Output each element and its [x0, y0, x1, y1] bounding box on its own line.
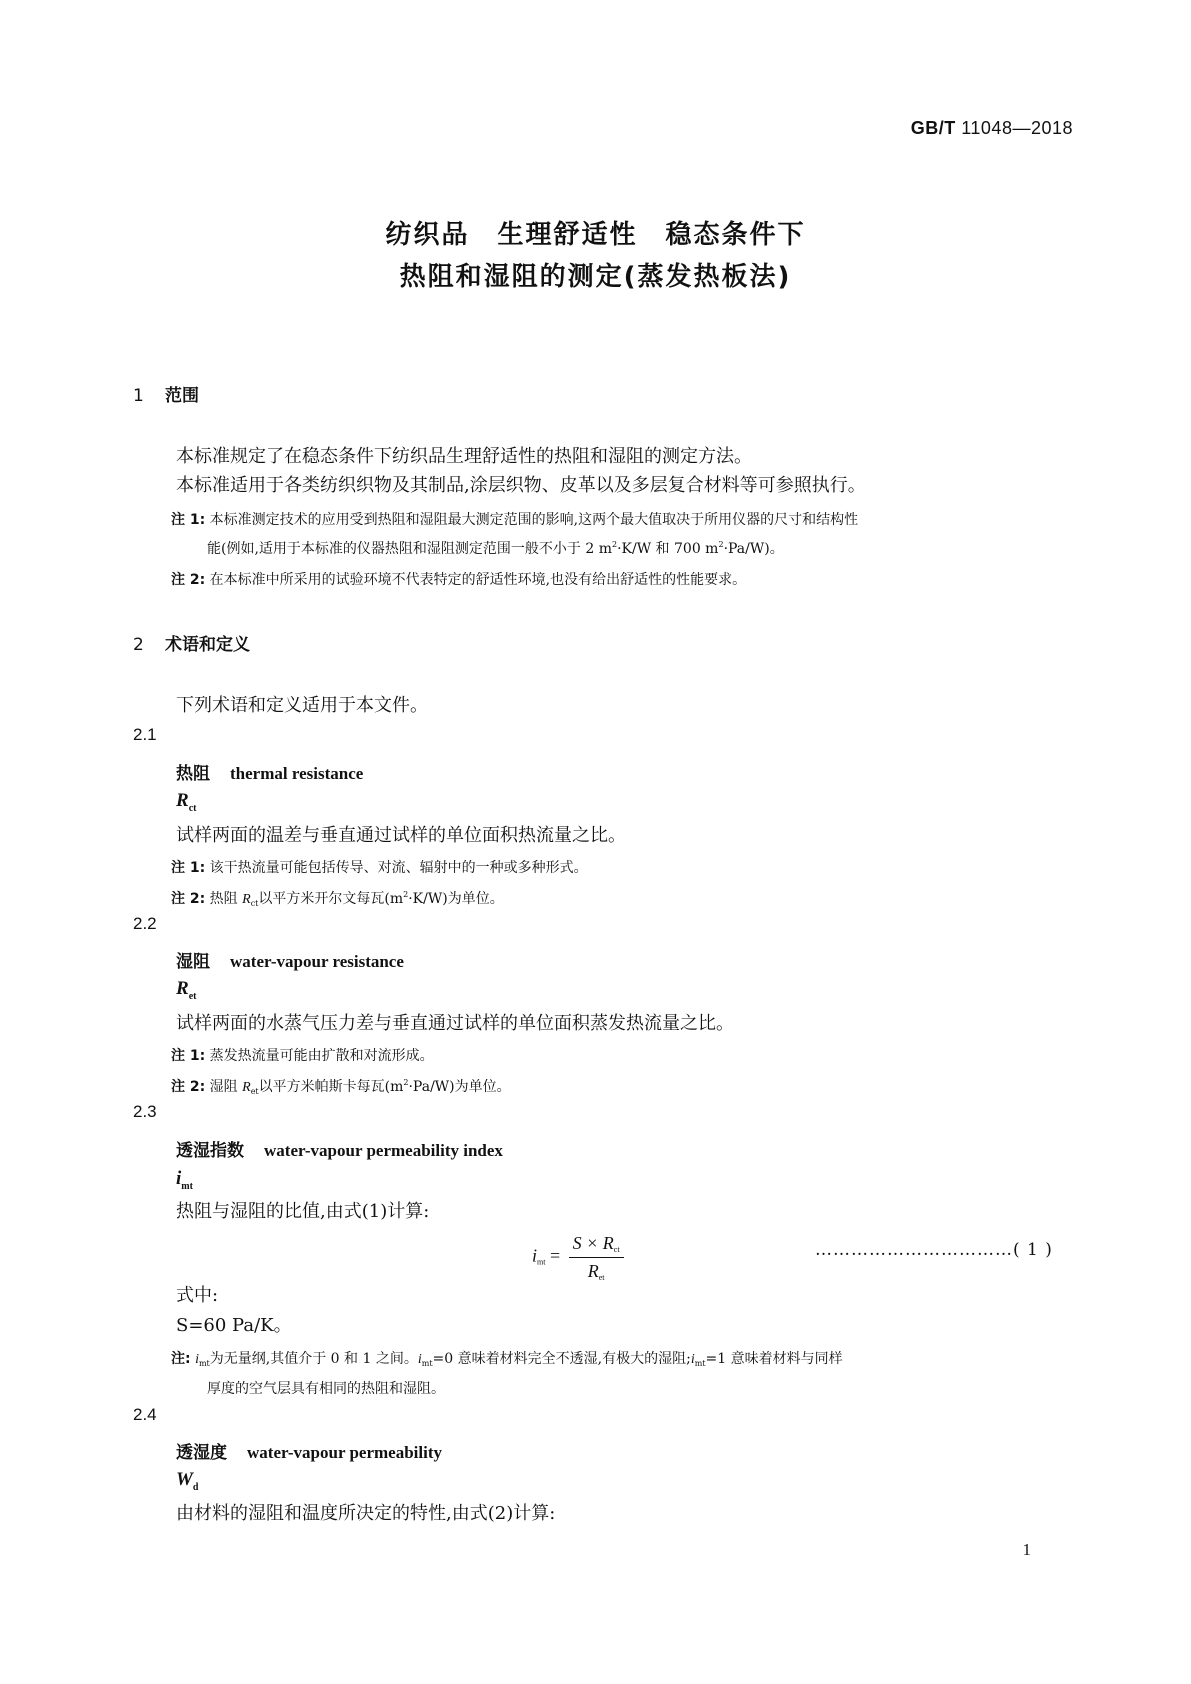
note-text: 本标准测定技术的应用受到热阻和湿阻最大测定范围的影响,这两个最大值取决于所用仪器的尺寸和结构性 — [209, 512, 859, 528]
term-2-3-note: 注: $i_{mt}$为无量纲,其值介于 0 和 1 之间。$i_{mt}=0$ 意味着材料完全不透湿,有极大的湿阻$;i_{mt}=1$ 意味着材料与同样 — [171, 1351, 843, 1368]
clause-2-4-number: 2.4 — [133, 1405, 157, 1424]
clause-2-2-number: 2.2 — [133, 914, 157, 933]
term-2-2-note-1: 注 1: 蒸发热流量可能由扩散和对流形成。 — [171, 1048, 434, 1064]
where-value: S=60 Pa/K。 — [176, 1315, 292, 1336]
standard-code-number: 11048—2018 — [961, 118, 1073, 138]
term-2-1-definition: 试样两面的温差与垂直通过试样的单位面积热流量之比。 — [176, 825, 626, 846]
term-2-4-definition: 由材料的湿阻和温度所决定的特性,由式(2)计算: — [176, 1503, 556, 1524]
term-2-1 — [176, 759, 363, 784]
section-1-note-1-cont — [207, 538, 784, 558]
note-text: 能(例如,适用于本标准的仪器热阻和湿阻测定范围一般不小于 2 m — [207, 541, 612, 557]
section-1-para-2: 本标准适用于各类纺织织物及其制品,涂层织物、皮革以及多层复合材料等可参照执行。 — [176, 475, 866, 496]
term-2-3-note-cont: 厚度的空气层具有相同的热阻和湿阻。 — [207, 1381, 445, 1397]
clause-2-1-number: 2.1 — [133, 725, 157, 744]
section-2-title: 术语和定义 — [165, 635, 250, 655]
formula-1: $i_{mt}$ = $\frac{S \times R_{ct}}{R_{et}}$ — [532, 1233, 624, 1282]
term-zh: 热阻 — [176, 764, 210, 784]
section-2-number: 2 — [133, 635, 144, 655]
term-2-2: 湿阻 water-vapour resistance — [176, 952, 404, 972]
term-2-3-symbol: $i_{mt}$ — [176, 1168, 193, 1192]
section-1-number: 1 — [133, 386, 144, 406]
term-2-2-note-2: 注 2: 湿阻 $R_{et}$以平方米帕斯卡每瓦$(m^2\cdot Pa/W)$为单位。 — [171, 1078, 511, 1096]
term-2-4-symbol: $W_d$ — [176, 1469, 199, 1493]
term-2-1-note-1: 注 1: 该干热流量可能包括传导、对流、辐射中的一种或多种形式。 — [171, 860, 588, 876]
note-text: ·K/W 和 700 m — [617, 541, 719, 557]
clause-2-3-number: 2.3 — [133, 1102, 157, 1121]
term-2-2-symbol: $R_{et}$ — [176, 978, 197, 1002]
term-2-3-definition: 热阻与湿阻的比值,由式(1)计算: — [176, 1201, 430, 1222]
note-label: 注 2: — [171, 572, 206, 588]
standard-code-prefix: GB/T — [910, 118, 956, 138]
superscript: 2 — [718, 540, 724, 549]
section-1-para-1: 本标准规定了在稳态条件下纺织品生理舒适性的热阻和湿阻的测定方法。 — [176, 446, 752, 467]
note-label: 注 1: — [171, 512, 206, 528]
where-label: 式中: — [176, 1285, 219, 1306]
standard-code — [911, 118, 1073, 139]
term-2-4: 透湿度 water-vapour permeability — [176, 1443, 442, 1463]
section-1-heading — [133, 381, 199, 406]
superscript: 2 — [612, 540, 618, 549]
note-text: 在本标准中所采用的试验环境不代表特定的舒适性环境,也没有给出舒适性的性能要求。 — [209, 572, 747, 588]
section-1-note-2 — [171, 569, 746, 589]
note-text: ·Pa/W)。 — [723, 541, 784, 557]
document-title-line1: 纺织品 生理舒适性 稳态条件下 — [385, 220, 806, 250]
formula-fraction: $\frac{S \times R_{ct}}{R_{et}}$ — [569, 1233, 624, 1282]
equation-number-1: ……………………………( 1 ) — [815, 1240, 1053, 1260]
document-title-line2: 热阻和湿阻的测定(蒸发热板法) — [399, 262, 792, 292]
section-2-heading — [133, 630, 250, 655]
page-number: 1 — [1022, 1540, 1031, 1559]
term-en: thermal resistance — [230, 764, 364, 783]
term-2-1-symbol: $R_{ct}$ — [176, 790, 197, 814]
term-2-2-definition: 试样两面的水蒸气压力差与垂直通过试样的单位面积蒸发热流量之比。 — [176, 1013, 734, 1034]
term-2-1-note-2: 注 2: 热阻 $R_{ct}$以平方米开尔文每瓦$(m^2\cdot K/W)$为单位。 — [171, 890, 504, 908]
term-2-3: 透湿指数 water-vapour permeability index — [176, 1141, 503, 1161]
section-1-title: 范围 — [165, 386, 199, 406]
section-2-intro: 下列术语和定义适用于本文件。 — [176, 695, 428, 716]
section-1-note-1 — [171, 509, 858, 529]
